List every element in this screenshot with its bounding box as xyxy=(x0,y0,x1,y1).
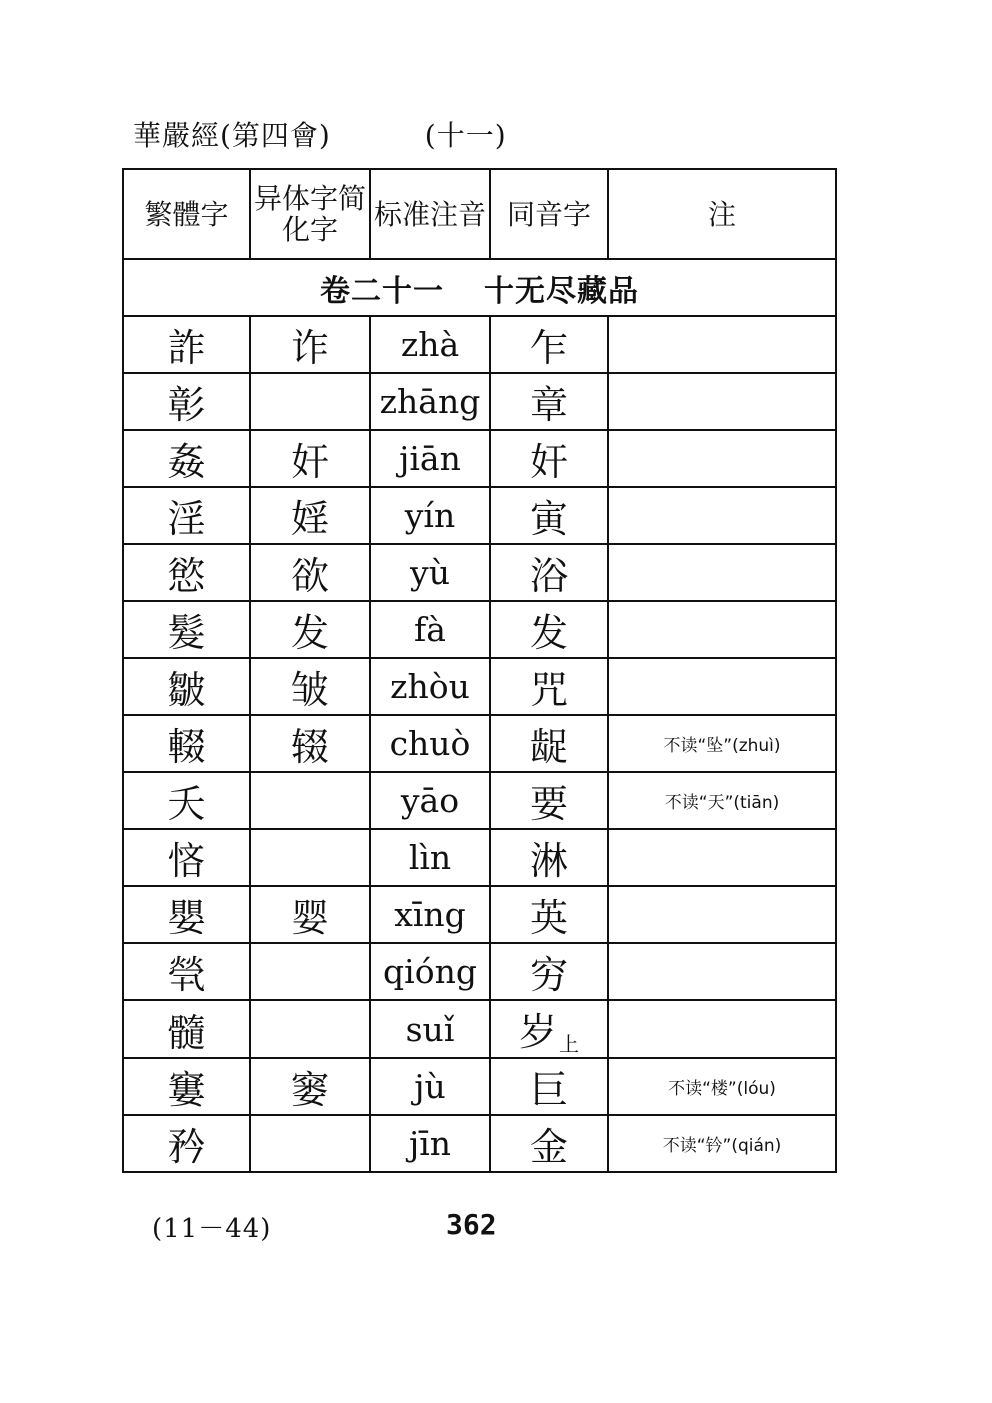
col-header-homophone: 同音字 xyxy=(490,169,608,259)
table-row xyxy=(123,544,836,601)
table-row xyxy=(123,772,836,829)
cell-homophone xyxy=(490,544,608,601)
cell-note xyxy=(608,1115,836,1172)
cell-traditional-text: 矜 xyxy=(167,1125,206,1169)
cell-homophone-text: 咒 xyxy=(529,668,568,712)
table-row xyxy=(123,1058,836,1115)
cell-variant xyxy=(250,373,370,430)
col-header-pinyin: 标准注音 xyxy=(370,169,490,259)
cell-traditional-text: 窶 xyxy=(167,1068,206,1112)
cell-traditional-text: 皺 xyxy=(167,668,206,712)
cell-homophone xyxy=(490,886,608,943)
cell-variant-text: 诈 xyxy=(290,326,329,370)
cell-pinyin-text: yín xyxy=(404,496,456,535)
cell-traditional xyxy=(123,316,250,373)
cell-traditional xyxy=(123,943,250,1000)
cell-variant xyxy=(250,601,370,658)
cell-variant-text: 婬 xyxy=(290,497,329,541)
cell-pinyin xyxy=(370,886,490,943)
cell-note xyxy=(608,658,836,715)
cell-homophone xyxy=(490,373,608,430)
cell-traditional xyxy=(123,1000,250,1058)
cell-traditional-text: 慾 xyxy=(167,554,206,598)
cell-variant-text: 皱 xyxy=(290,668,329,712)
cell-variant xyxy=(250,487,370,544)
cell-homophone-text: 英 xyxy=(529,896,568,940)
table-row xyxy=(123,601,836,658)
footer-code: (11－44) xyxy=(152,1214,272,1244)
cell-note xyxy=(608,430,836,487)
cell-homophone-text: 章 xyxy=(529,383,568,427)
table-row xyxy=(123,430,836,487)
cell-homophone xyxy=(490,943,608,1000)
entries-body xyxy=(123,316,836,1172)
section-heading-row xyxy=(123,259,836,316)
table-row xyxy=(123,487,836,544)
cell-homophone-text: 寅 xyxy=(529,497,568,541)
table-row xyxy=(123,316,836,373)
cell-pinyin xyxy=(370,1000,490,1058)
cell-variant xyxy=(250,943,370,1000)
cell-variant xyxy=(250,829,370,886)
page-number: 362 xyxy=(446,1208,497,1241)
cell-variant xyxy=(250,772,370,829)
part-number: (十一) xyxy=(424,119,507,152)
cell-pinyin-text: xīng xyxy=(394,895,466,934)
cell-traditional xyxy=(123,430,250,487)
cell-traditional xyxy=(123,601,250,658)
col-header-traditional: 繁體字 xyxy=(123,169,250,259)
cell-traditional-text: 淫 xyxy=(167,497,206,541)
cell-note xyxy=(608,829,836,886)
cell-variant xyxy=(250,1058,370,1115)
cell-variant-text: 婴 xyxy=(290,896,329,940)
col-header-variant: 异体字简化字 xyxy=(250,169,370,259)
cell-traditional xyxy=(123,373,250,430)
cell-homophone xyxy=(490,430,608,487)
cell-pinyin-text: yù xyxy=(410,553,450,592)
cell-pinyin xyxy=(370,658,490,715)
cell-pinyin xyxy=(370,715,490,772)
table-row xyxy=(123,658,836,715)
cell-note xyxy=(608,943,836,1000)
cell-note-text: 不读“天”(tiān) xyxy=(664,793,780,813)
table-header-row xyxy=(123,169,836,259)
cell-traditional xyxy=(123,1058,250,1115)
cell-homophone-text: 金 xyxy=(529,1125,568,1169)
cell-homophone-text: 穷 xyxy=(529,953,568,997)
cell-traditional xyxy=(123,658,250,715)
cell-variant-text: 欲 xyxy=(290,554,329,598)
cell-variant xyxy=(250,430,370,487)
cell-homophone-text: 奸 xyxy=(529,440,568,484)
cell-note xyxy=(608,715,836,772)
cell-pinyin xyxy=(370,829,490,886)
cell-pinyin-text: jù xyxy=(414,1067,446,1106)
cell-pinyin-text: jīn xyxy=(408,1124,452,1163)
table-row xyxy=(123,1000,836,1058)
cell-pinyin xyxy=(370,430,490,487)
cell-traditional-text: 悋 xyxy=(167,839,206,883)
cell-traditional xyxy=(123,829,250,886)
cell-pinyin xyxy=(370,943,490,1000)
cell-pinyin xyxy=(370,316,490,373)
cell-variant xyxy=(250,886,370,943)
cell-note xyxy=(608,544,836,601)
cell-homophone xyxy=(490,772,608,829)
cell-traditional xyxy=(123,1115,250,1172)
cell-pinyin-text: jiān xyxy=(399,439,461,478)
cell-pinyin xyxy=(370,601,490,658)
cell-traditional-text: 髓 xyxy=(167,1010,206,1055)
cell-traditional-text: 嬰 xyxy=(167,896,206,940)
cell-note-text: 不读“坠”(zhuì) xyxy=(663,736,781,756)
cell-note xyxy=(608,373,836,430)
cell-traditional-text: 煢 xyxy=(167,953,206,997)
cell-homophone xyxy=(490,601,608,658)
cell-pinyin-text: chuò xyxy=(389,724,471,763)
cell-note xyxy=(608,1000,836,1058)
cell-homophone xyxy=(490,1000,608,1058)
cell-variant-text: 奸 xyxy=(290,440,329,484)
cell-note xyxy=(608,316,836,373)
cell-pinyin xyxy=(370,1058,490,1115)
cell-traditional-text: 彰 xyxy=(167,383,206,427)
cell-homophone xyxy=(490,487,608,544)
cell-note xyxy=(608,772,836,829)
table-row xyxy=(123,886,836,943)
tone-mark: 上 xyxy=(559,1032,579,1056)
cell-traditional xyxy=(123,886,250,943)
cell-traditional-text: 輟 xyxy=(167,725,206,769)
cell-traditional xyxy=(123,487,250,544)
table-row xyxy=(123,715,836,772)
cell-variant-text: 辍 xyxy=(290,725,329,769)
cell-homophone xyxy=(490,715,608,772)
cell-homophone xyxy=(490,1115,608,1172)
table-row xyxy=(123,943,836,1000)
cell-traditional-text: 髮 xyxy=(167,611,206,655)
cell-homophone-text: 要 xyxy=(529,782,568,826)
chapter-label: 十无尽藏品 xyxy=(484,273,639,309)
cell-homophone-text: 乍 xyxy=(529,326,568,370)
glossary-table xyxy=(122,168,837,1173)
cell-note-text: 不读“钤”(qián) xyxy=(662,1136,782,1156)
cell-homophone xyxy=(490,829,608,886)
cell-homophone xyxy=(490,1058,608,1115)
cell-pinyin xyxy=(370,1115,490,1172)
cell-variant-text: 发 xyxy=(290,611,329,655)
cell-pinyin-text: zhòu xyxy=(390,667,470,706)
page-header xyxy=(133,114,507,154)
cell-note xyxy=(608,601,836,658)
cell-pinyin xyxy=(370,772,490,829)
cell-note xyxy=(608,886,836,943)
cell-homophone-text: 岁 xyxy=(518,1010,557,1054)
cell-variant xyxy=(250,316,370,373)
cell-traditional-text: 姦 xyxy=(167,440,206,484)
cell-pinyin xyxy=(370,487,490,544)
cell-homophone-text: 淋 xyxy=(529,839,568,883)
cell-traditional xyxy=(123,772,250,829)
cell-pinyin-text: yāo xyxy=(400,781,460,820)
cell-homophone xyxy=(490,316,608,373)
cell-traditional-text: 夭 xyxy=(167,782,206,826)
cell-homophone-text: 巨 xyxy=(529,1068,568,1112)
cell-variant xyxy=(250,715,370,772)
cell-note xyxy=(608,1058,836,1115)
cell-pinyin-text: zhà xyxy=(400,325,460,364)
cell-traditional xyxy=(123,544,250,601)
cell-pinyin-text: suǐ xyxy=(405,1009,455,1049)
cell-note-text: 不读“楼”(lóu) xyxy=(668,1079,776,1099)
cell-variant xyxy=(250,1115,370,1172)
sutra-title: 華嚴經(第四會) xyxy=(133,119,331,152)
cell-homophone xyxy=(490,658,608,715)
cell-pinyin xyxy=(370,544,490,601)
cell-homophone-text: 浴 xyxy=(529,554,568,598)
cell-variant xyxy=(250,544,370,601)
cell-homophone-text: 龊 xyxy=(529,725,568,769)
cell-pinyin xyxy=(370,373,490,430)
table-row xyxy=(123,373,836,430)
cell-pinyin-text: qióng xyxy=(383,952,477,991)
cell-traditional-text: 詐 xyxy=(167,326,206,370)
cell-pinyin-text: fà xyxy=(414,610,446,649)
cell-variant xyxy=(250,658,370,715)
cell-homophone-text: 发 xyxy=(529,611,568,655)
col-header-note: 注 xyxy=(608,169,836,259)
cell-pinyin-text: zhāng xyxy=(379,382,481,421)
cell-variant-text: 窭 xyxy=(290,1068,329,1112)
cell-pinyin-text: lìn xyxy=(408,838,452,877)
table-row xyxy=(123,1115,836,1172)
cell-variant xyxy=(250,1000,370,1058)
table-row xyxy=(123,829,836,886)
cell-note xyxy=(608,487,836,544)
section-heading xyxy=(123,259,836,316)
volume-label: 卷二十一 xyxy=(320,273,444,309)
cell-traditional xyxy=(123,715,250,772)
